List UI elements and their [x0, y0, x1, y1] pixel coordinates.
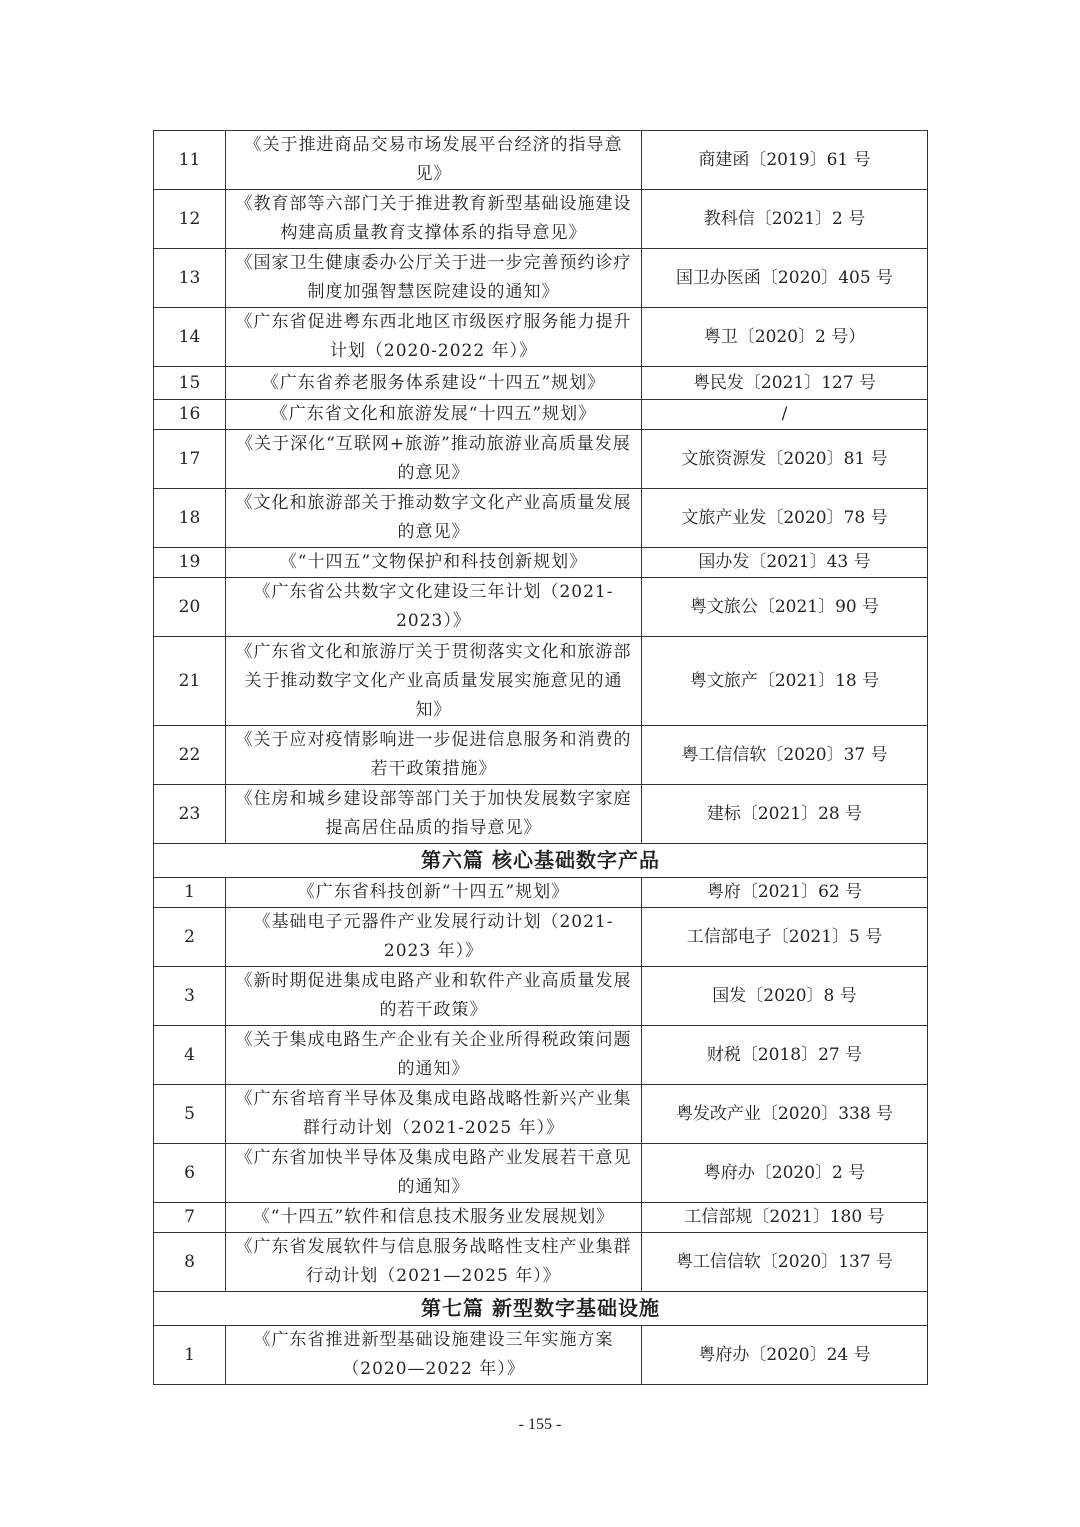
page-number: - 155 - — [518, 1416, 562, 1433]
table-row — [154, 548, 928, 578]
document-code: 工信部电子〔2021〕5 号 — [642, 908, 928, 967]
document-code: 建标〔2021〕28 号 — [642, 785, 928, 844]
row-number: 4 — [154, 1026, 226, 1085]
document-title: 《广东省发展软件与信息服务战略性支柱产业集群行动计划（2021—2025 年）》 — [226, 1233, 642, 1292]
row-number: 12 — [154, 190, 226, 249]
table-row — [154, 308, 928, 367]
row-number: 13 — [154, 249, 226, 308]
table-row — [154, 1233, 928, 1292]
row-number: 7 — [154, 1203, 226, 1233]
section-header-row — [154, 1292, 928, 1326]
document-title: 《广东省推进新型基础设施建设三年实施方案（2020—2022 年）》 — [226, 1326, 642, 1385]
table-row — [154, 430, 928, 489]
row-number: 11 — [154, 131, 226, 190]
document-title: 《广东省促进粤东西北地区市级医疗服务能力提升计划（2020-2022 年）》 — [226, 308, 642, 367]
document-title: 《住房和城乡建设部等部门关于加快发展数字家庭 提高居住品质的指导意见》 — [226, 785, 642, 844]
document-title: 《广东省文化和旅游厅关于贯彻落实文化和旅游部关于推动数字文化产业高质量发展实施意见的通知》 — [226, 637, 642, 726]
document-code: 教科信〔2021〕2 号 — [642, 190, 928, 249]
document-code: 国卫办医函〔2020〕405 号 — [642, 249, 928, 308]
row-number: 5 — [154, 1085, 226, 1144]
document-code: 文旅产业发〔2020〕78 号 — [642, 489, 928, 548]
document-code: 粤工信信软〔2020〕137 号 — [642, 1233, 928, 1292]
row-number: 23 — [154, 785, 226, 844]
document-title: 《“十四五”软件和信息技术服务业发展规划》 — [226, 1203, 642, 1233]
row-number: 18 — [154, 489, 226, 548]
table-row — [154, 908, 928, 967]
policy-table-body — [154, 131, 928, 1385]
section-title: 第六篇 核心基础数字产品 — [154, 844, 928, 878]
document-code: 文旅资源发〔2020〕81 号 — [642, 430, 928, 489]
table-row — [154, 637, 928, 726]
table-row — [154, 249, 928, 308]
section-header-row — [154, 844, 928, 878]
row-number: 19 — [154, 548, 226, 578]
document-title: 《新时期促进集成电路产业和软件产业高质量发展的若干政策》 — [226, 967, 642, 1026]
table-row — [154, 489, 928, 548]
table-row — [154, 967, 928, 1026]
row-number: 15 — [154, 367, 226, 400]
row-number: 3 — [154, 967, 226, 1026]
table-row — [154, 726, 928, 785]
document-code: 粤府办〔2020〕24 号 — [642, 1326, 928, 1385]
row-number: 21 — [154, 637, 226, 726]
document-title: 《文化和旅游部关于推动数字文化产业高质量发展的意见》 — [226, 489, 642, 548]
document-code: 工信部规〔2021〕180 号 — [642, 1203, 928, 1233]
document-title: 《关于集成电路生产企业有关企业所得税政策问题的通知》 — [226, 1026, 642, 1085]
document-title: 《广东省加快半导体及集成电路产业发展若干意见的通知》 — [226, 1144, 642, 1203]
document-code: 商建函〔2019〕61 号 — [642, 131, 928, 190]
table-row — [154, 1085, 928, 1144]
row-number: 22 — [154, 726, 226, 785]
document-title: 《广东省培育半导体及集成电路战略性新兴产业集群行动计划（2021-2025 年）》 — [226, 1085, 642, 1144]
document-title: 《基础电子元器件产业发展行动计划（2021-2023 年）》 — [226, 908, 642, 967]
table-row — [154, 1026, 928, 1085]
document-code: 国办发〔2021〕43 号 — [642, 548, 928, 578]
document-title: 《广东省公共数字文化建设三年计划（2021-2023）》 — [226, 578, 642, 637]
document-code: 粤文旅公〔2021〕90 号 — [642, 578, 928, 637]
document-title: 《教育部等六部门关于推进教育新型基础设施建设构建高质量教育支撑体系的指导意见》 — [226, 190, 642, 249]
document-code: 粤民发〔2021〕127 号 — [642, 367, 928, 400]
document-title: 《国家卫生健康委办公厅关于进一步完善预约诊疗制度加强智慧医院建设的通知》 — [226, 249, 642, 308]
row-number: 20 — [154, 578, 226, 637]
document-code: 国发〔2020〕8 号 — [642, 967, 928, 1026]
document-title: 《关于深化“互联网+旅游”推动旅游业高质量发展的意见》 — [226, 430, 642, 489]
document-title: 《关于推进商品交易市场发展平台经济的指导意见》 — [226, 131, 642, 190]
table-row — [154, 367, 928, 400]
section-title: 第七篇 新型数字基础设施 — [154, 1292, 928, 1326]
table-row — [154, 1203, 928, 1233]
table-row — [154, 131, 928, 190]
document-title: 《广东省科技创新“十四五”规划》 — [226, 878, 642, 908]
row-number: 2 — [154, 908, 226, 967]
row-number: 6 — [154, 1144, 226, 1203]
table-row — [154, 1144, 928, 1203]
document-code: 粤发改产业〔2020〕338 号 — [642, 1085, 928, 1144]
row-number: 1 — [154, 1326, 226, 1385]
document-code: 粤府〔2021〕62 号 — [642, 878, 928, 908]
table-row — [154, 400, 928, 430]
document-code: 粤文旅产〔2021〕18 号 — [642, 637, 928, 726]
table-row — [154, 190, 928, 249]
document-code: 粤工信信软〔2020〕37 号 — [642, 726, 928, 785]
document-title: 《广东省养老服务体系建设“十四五”规划》 — [226, 367, 642, 400]
row-number: 1 — [154, 878, 226, 908]
row-number: 16 — [154, 400, 226, 430]
document-code: / — [642, 400, 928, 430]
document-code: 粤卫〔2020〕2 号） — [642, 308, 928, 367]
row-number: 17 — [154, 430, 226, 489]
table-row — [154, 578, 928, 637]
document-title: 《“十四五”文物保护和科技创新规划》 — [226, 548, 642, 578]
policy-table — [153, 130, 928, 1385]
document-title: 《广东省文化和旅游发展“十四五”规划》 — [226, 400, 642, 430]
row-number: 8 — [154, 1233, 226, 1292]
table-row — [154, 1326, 928, 1385]
document-title: 《关于应对疫情影响进一步促进信息服务和消费的若干政策措施》 — [226, 726, 642, 785]
table-row — [154, 878, 928, 908]
table-row — [154, 785, 928, 844]
document-code: 粤府办〔2020〕2 号 — [642, 1144, 928, 1203]
document-code: 财税〔2018〕27 号 — [642, 1026, 928, 1085]
row-number: 14 — [154, 308, 226, 367]
